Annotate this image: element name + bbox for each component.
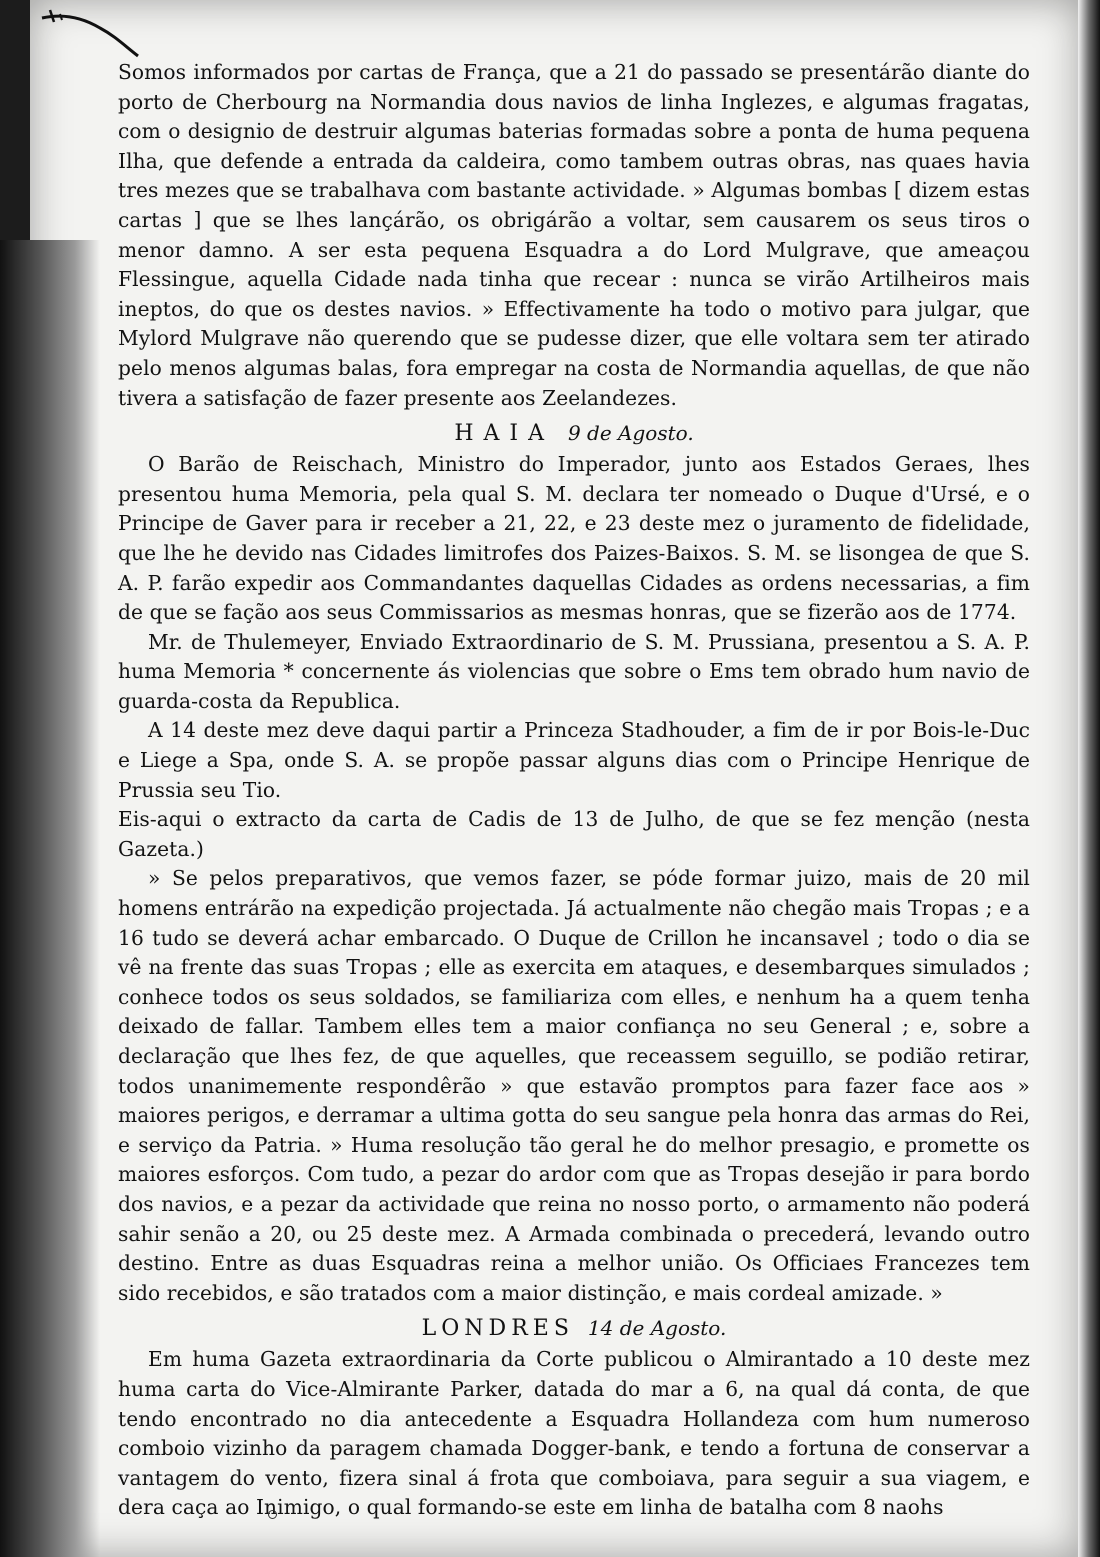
scan-shadow-right — [1078, 0, 1100, 1557]
paragraph-thulemeyer: Mr. de Thulemeyer, Enviado Extraordinario de S. M. Prussiana, presentou a S. A. P. huma Memoria * concernente ás violencias que sobre o Ems tem obrado hum navio de guarda-costa da Republica. — [118, 629, 1030, 713]
article-body — [118, 58, 1030, 1523]
paragraph-cherbourg: Somos informados por cartas de França, que a 21 do passado se presentárão diante do porto de Cherbourg na Normandia dous navios de linha Inglezes, e algumas fragatas, com o designio de destruir algumas baterias formadas sobre a ponta de huma pequena Ilha, que defende a entrada da caldeira, como tambem outras obras, nas quaes havia tres mezes que se trabalhava com bastante actividade. » Algumas bombas [ dizem estas cartas ] que se lhes lançárão, os obrigárão a voltar, sem causarem os seus tiros o menor damno. A ser esta pequena Esquadra a do Lord Mulgrave, que ameaçou Flessingue, aquella Cidade nada tinha que recear : nunca se virão Artilheiros mais ineptos, do que os destes navios. » Effectivamente ha todo o motivo para julgar, que Mylord Mulgrave não querendo que se pudesse dizer, que elle voltara sem ter atirado pelo menos algumas balas, fora empregar na costa de Normandia aquellas, de que não tivera a satisfação de fazer presente aos Zeelandezes. — [118, 60, 1030, 410]
paragraph-cadis-intro: Eis-aqui o extracto da carta de Cadis de 13 de Julho, de que se fez menção (nesta Gazeta.) — [118, 807, 1030, 861]
paragraph-cadis-letter: » Se pelos preparativos, que vemos fazer, se póde formar juizo, mais de 20 mil homens entrárão na expedição projectada. Já actualmente não chegão mais Tropas ; e a 16 tudo se deverá achar embarcado. O Duque de Crillon he incansavel ; todo o dia se vê na frente das suas Tropas ; elle as exercita em ataques, e desembarques simulados ; conhece todos os seus soldados, se familiariza com elles, e nenhum ha a quem tenha deixado de fallar. Tambem elles tem a maior confiança no seu General ; e, sobre a declaração que lhes fez, de que aquelles, que receassem seguillo, se podião retirar, todos unanimemente respondêrão » que estavão promptos para fazer face aos » maiores perigos, e derramar a ultima gotta do seu sangue pela honra das armas do Rei, e serviço da Patria. » Huma resolução tão geral he do melhor presagio, e promette os maiores esforços. Com tudo, a pezar do ardor com que as Tropas desejão ir para bordo dos navios, e a pezar da actividade que reina no nosso porto, o armamento não poderá sahir senão a 20, ou 25 deste mez. A Armada combinada o precederá, levando outro destino. Entre as duas Esquadras reina a melhor união. Os Officiaes Francezes tem sido recebidos, e são tratados com a maior distinção, e mais cordeal amizade. » — [118, 866, 1030, 1305]
corner-scribble-mark — [40, 6, 140, 66]
section-heading-londres — [118, 1312, 1030, 1345]
scan-shadow-left — [0, 240, 100, 1557]
heading-city-haia: HAIA — [454, 421, 554, 447]
section-heading-haia — [118, 417, 1030, 450]
paragraph-parker: Em huma Gazeta extraordinaria da Corte publicou o Almirantado a 10 deste mez huma carta do Vice-Almirante Parker, datada do mar a 6, na qual dá conta, de que tendo encontrado no dia antecedente a Esquadra Hollandeza com hum numeroso comboio vizinho da paragem chamada Dogger-bank, e tendo a fortuna de conservar a vantagem do vento, fizera sinal á frota que comboiava, para seguir a sua viagem, e dera caça ao Inimigo, o qual formando-se este em linha de batalha com 8 naohs — [118, 1347, 1030, 1520]
paragraph-princeza: A 14 deste mez deve daqui partir a Princeza Stadhouder, a fim de ir por Bois-le-Duc e Liege a Spa, onde S. A. se propõe passar alguns dias com o Principe Henrique de Prussia seu Tio. — [118, 718, 1030, 802]
heading-date-londres: 14 de Agosto. — [587, 1316, 727, 1341]
heading-city-londres: LONDRES — [421, 1316, 574, 1342]
paragraph-reischach: O Barão de Reischach, Ministro do Imperador, junto aos Estados Geraes, lhes presentou huma Memoria, pela qual S. M. declara ter nomeado o Duque d'Ursé, e o Principe de Gaver para ir receber a 21, 22, e 23 deste mez o juramento de fidelidade, que lhe he devido nas Cidades limitrofes dos Paizes-Baixos. S. M. se lisongea de que S. A. P. farão expedir aos Commandantes daquellas Cidades as ordens necessarias, a fim de que se fação aos seus Commissarios as mesmas honras, que se fizerão aos de 1774. — [118, 452, 1030, 625]
page-mark-dot — [268, 1510, 277, 1519]
heading-date-haia: 9 de Agosto. — [567, 421, 694, 446]
